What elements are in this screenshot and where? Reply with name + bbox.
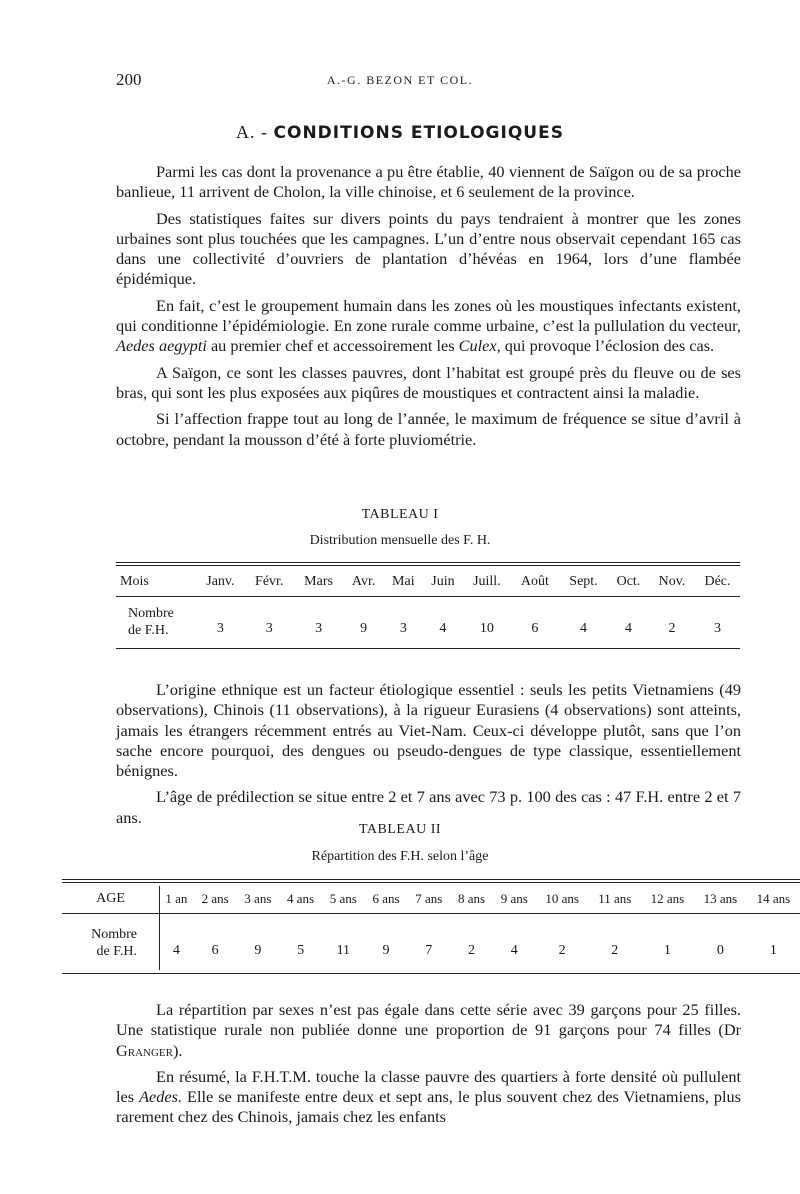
- paragraph-provenance: Parmi les cas dont la provenance a pu être établie, 40 viennent de Saïgon ou de sa proche banlieue, 11 arrivent de Cholon, la ville chinoise, et 6 seulement de la province.: [116, 162, 741, 202]
- table1-top-rule-2: [116, 565, 740, 566]
- table1-month: Janv.: [206, 574, 235, 589]
- body-text-middle: [116, 680, 741, 834]
- paragraph-saison: Si l’affection frappe tout au long de l’année, le maximum de fréquence se situe d’avril à octobre, pendant la mousson d’été à forte pluviométrie.: [116, 409, 741, 449]
- table1-bottom-rule: [116, 648, 740, 649]
- sexes-text-1: La répartition par sexes n’est pas égale dans cette série avec 39 garçons pour 25 filles. Une statistique rurale non publiée donne une proportion de 91 garçons pour 74 filles (Dr: [116, 1000, 741, 1040]
- resume-species-aedes: Aedes.: [139, 1087, 183, 1107]
- table1-value: 10: [479, 621, 494, 636]
- table1-month: Nov.: [658, 574, 686, 589]
- paragraph-sexes: [116, 1000, 741, 1061]
- table1-month: Juin: [431, 574, 455, 589]
- table2-top-rule: [62, 879, 800, 880]
- table2-value: 4: [510, 943, 518, 958]
- table1-value: 3: [399, 621, 407, 636]
- table1-value: 3: [216, 621, 224, 636]
- paragraph-age: L’âge de prédilection se situe entre 2 et 7 ans avec 73 p. 100 des cas : 47 F.H. entre 2 et 7 ans.: [116, 787, 741, 827]
- table2-value: 2: [468, 943, 476, 958]
- body-text-top: [116, 162, 741, 456]
- table1-month: Oct.: [616, 574, 641, 589]
- table2-header-row: [62, 885, 800, 913]
- paragraph-vector: [116, 296, 741, 357]
- table1-subtitle: Distribution mensuelle des F. H.: [309, 533, 491, 548]
- section-title-text: CONDITIONS ETIOLOGIQUES: [273, 123, 564, 143]
- table1-caption: TABLEAU I: [361, 507, 439, 522]
- table2-age: 11 ans: [598, 891, 632, 906]
- table2-age: 1 an: [165, 891, 188, 906]
- table1: [116, 568, 740, 648]
- table1-month: Déc.: [704, 574, 731, 589]
- table2-age: 12 ans: [650, 891, 685, 906]
- table1-value: 3: [315, 621, 323, 636]
- table2-top-rule-2: [62, 882, 800, 883]
- table2-value: 9: [382, 943, 390, 958]
- table1-value: 3: [265, 621, 273, 636]
- table1-month: Févr.: [255, 574, 284, 589]
- table1-month: Sept.: [569, 574, 598, 589]
- table2-bottom-rule: [62, 973, 800, 974]
- paragraph-resume: [116, 1067, 741, 1128]
- resume-text-2: Elle se manifeste entre deux et sept ans, le plus souvent chez des Vietnamiens, plus rarement chez des Chinois, jamais chez les enfants: [116, 1087, 742, 1127]
- vector-text-3: qui provoque l’éclosion des cas.: [500, 336, 715, 356]
- author-name-granger: Granger: [116, 1040, 173, 1060]
- table1-value: 3: [713, 621, 721, 636]
- table2-row-label-line2: de F.H.: [96, 944, 137, 959]
- table1-month: Avr.: [351, 574, 376, 589]
- vector-text-1: En fait, c’est le groupement humain dans les zones où les moustiques infectants existent, qui conditionne l’épidémiologie. En zone rurale comme urbaine, c’est la pullulation du vecteur,: [116, 295, 741, 336]
- resume-text-1: En résumé, la F.H.T.M. touche la classe pauvre des quartiers à forte densité où pullulent les: [116, 1066, 741, 1107]
- table2-age: 4 ans: [287, 891, 315, 906]
- table2-value: 9: [254, 943, 262, 958]
- table2-age: 3 ans: [244, 891, 272, 906]
- table2-age: 13 ans: [703, 891, 738, 906]
- table2-age: 8 ans: [457, 891, 486, 906]
- table2-age: 2 ans: [201, 891, 229, 906]
- table1-row-label: [116, 596, 196, 648]
- table2-value: 0: [716, 943, 724, 958]
- table2-value: 11: [336, 943, 351, 958]
- page-number: 200: [116, 70, 142, 89]
- table2-age: 10 ans: [545, 891, 579, 906]
- table2-value: 7: [425, 943, 433, 958]
- vector-species-culex: Culex,: [458, 336, 501, 356]
- vector-species-aedes: Aedes aegypti: [116, 336, 207, 356]
- section-title: [0, 122, 800, 143]
- table2-subtitle: Répartition des F.H. selon l’âge: [311, 849, 489, 864]
- table2-age: 9 ans: [500, 891, 528, 906]
- table2-value: 2: [611, 943, 619, 958]
- paragraph-statistiques: Des statistiques faites sur divers points du pays tendraient à montrer que les zones urbaines sont plus touchées que les campagnes. L’un d’entre nous observait cependant 165 cas dans une collectivité d’ouvriers de plantation d’hévéas en 1964, lors d’une flambée épidémique.: [116, 208, 741, 289]
- table2-value: 1: [769, 943, 777, 958]
- table2-caption: TABLEAU II: [358, 822, 442, 837]
- table2-value: 1: [663, 943, 671, 958]
- table2-value: 4: [172, 943, 180, 958]
- table1-header-label: Mois: [120, 574, 149, 589]
- table2-age: 14 ans: [756, 891, 791, 906]
- table2-row-label-line1: Nombre: [91, 927, 137, 942]
- table2-row-label: [62, 913, 159, 973]
- section-prefix: A. -: [236, 122, 274, 142]
- page-header: [0, 70, 800, 90]
- table1-value: 4: [624, 621, 632, 636]
- table2-age: 5 ans: [329, 891, 357, 906]
- table2-age: 7 ans: [415, 891, 443, 906]
- table1-value: 4: [439, 621, 447, 636]
- table1-month: Août: [520, 574, 549, 589]
- table1-value: 4: [580, 621, 587, 636]
- table2-values-row: [62, 913, 800, 973]
- table1-value: 6: [531, 621, 539, 636]
- paragraph-ethnique: L’origine ethnique est un facteur étiologique essentiel : seuls les petits Vietnamiens (49 observations), Chinois (11 observations), à la rigueur Eurasiens (4 observations) sont atteints, jamais les étrangers récemment entrés au Viet-Nam. Ceux-ci développe plutôt, sans que l’on sache encore pourquoi, des dengues ou pseudo-dengues de type classique, essentiellement bénignes.: [116, 680, 741, 781]
- table1-month: Mars: [304, 574, 333, 589]
- table2-header-label: AGE: [96, 891, 125, 906]
- table1-top-rule: [116, 562, 740, 563]
- table2-value: 6: [211, 943, 219, 958]
- table2-value: 2: [558, 943, 566, 958]
- table1-values-row: [116, 596, 740, 648]
- table1-row-label-line1: Nombre: [128, 606, 174, 621]
- table1-value: 9: [360, 621, 368, 636]
- table1-month: Mai: [392, 574, 415, 589]
- sexes-text-2: ).: [172, 1040, 183, 1060]
- paragraph-saigon: A Saïgon, ce sont les classes pauvres, dont l’habitat est groupé près du fleuve ou de ses bras, qui sont les plus exposées aux piqûres de moustiques et contractent ainsi la maladie.: [116, 362, 741, 402]
- body-text-bottom: [116, 1000, 741, 1134]
- table2: [62, 885, 800, 973]
- table2-value: 5: [297, 943, 305, 958]
- table1-row-label-line2: de F.H.: [128, 623, 169, 638]
- table2-age: 6 ans: [372, 891, 400, 906]
- running-title: A.-G. BEZON ET COL.: [326, 73, 474, 87]
- table1-value: 2: [668, 621, 676, 636]
- table1-month: Juill.: [473, 574, 501, 589]
- table1-header-row: [116, 568, 740, 596]
- vector-text-2: au premier chef et accessoirement les: [206, 336, 459, 356]
